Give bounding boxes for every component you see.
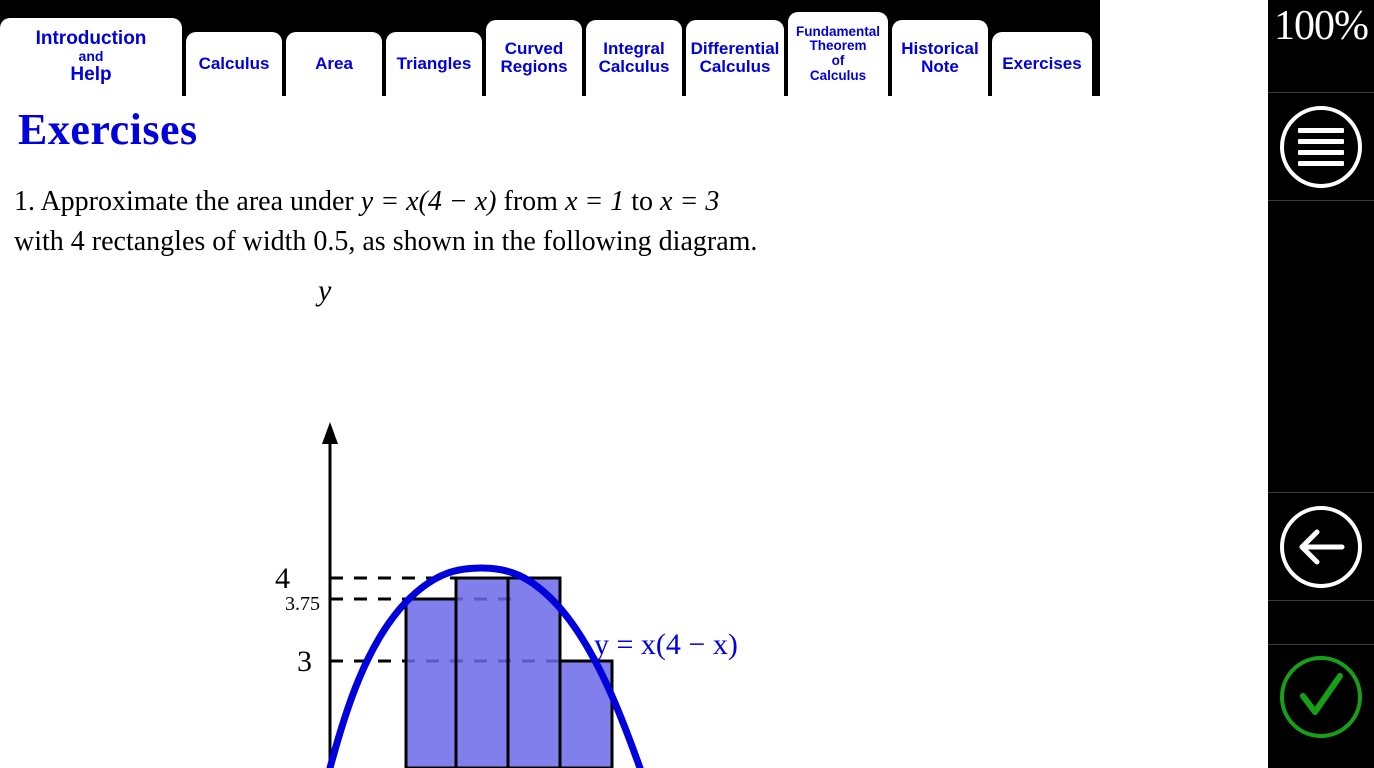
- check-icon: [1284, 660, 1358, 734]
- tab-label-line: Differential: [690, 38, 780, 58]
- menu-icon: [1298, 122, 1344, 172]
- exercise-figure: [0, 272, 1268, 768]
- tab-label-line: Introduction: [35, 27, 147, 49]
- left-arrow-icon: [1284, 510, 1358, 584]
- page-content: [0, 96, 1268, 768]
- menu-button[interactable]: [1280, 106, 1362, 188]
- tab-label-line: Calculus: [699, 57, 771, 76]
- tab-area[interactable]: [286, 32, 382, 96]
- tab-label-line: Calculus: [809, 67, 867, 83]
- tab-label-line: Area: [315, 53, 353, 73]
- tab-label-line: Historical: [901, 38, 979, 58]
- tab-label-line: Exercises: [1002, 53, 1082, 73]
- confirm-button[interactable]: [1280, 656, 1362, 738]
- tab-fundamental-theorem-of-calculus[interactable]: [788, 12, 888, 96]
- curve-label: y = x(4 − x): [594, 628, 738, 661]
- back-button[interactable]: [1280, 506, 1362, 588]
- zoom-level-label: 100%: [1274, 3, 1368, 49]
- tab-integral-calculus[interactable]: [586, 20, 682, 96]
- tab-label-line: Regions: [500, 57, 568, 76]
- tab-exercises[interactable]: [992, 32, 1092, 96]
- exercise-line-2: with 4 rectangles of width 0.5, as shown in the following diagram.: [14, 226, 758, 257]
- exercise-line-1-from: x = 1: [564, 186, 625, 217]
- exercise-line-1-to: x = 3: [660, 186, 720, 217]
- exercise-line-1-function: y = x(4 − x): [360, 186, 497, 217]
- y-axis-label: y: [318, 274, 332, 307]
- tick-label-3-75: 3.75: [285, 593, 320, 615]
- exercise-line-1-mid: from: [496, 186, 565, 217]
- strip-divider: [1268, 92, 1374, 93]
- tab-label-line: Triangles: [396, 53, 472, 73]
- tab-label-line: Help: [70, 63, 112, 85]
- tab-label-line: Fundamental: [795, 23, 880, 39]
- tab-label-line: Integral: [603, 38, 665, 58]
- tab-label-line: Theorem: [809, 38, 867, 54]
- tick-label-4: 4: [275, 562, 290, 595]
- tab-differential-calculus[interactable]: [686, 20, 784, 96]
- exercise-line-1-prefix: 1. Approximate the area under: [14, 186, 361, 217]
- tab-label-line: Note: [921, 57, 959, 76]
- strip-divider: [1268, 492, 1374, 493]
- riemann-rectangles: [406, 578, 612, 768]
- strip-divider: [1268, 200, 1374, 201]
- tab-curved-regions[interactable]: [486, 20, 582, 96]
- tab-label-line: of: [831, 53, 845, 68]
- exercise-line-1: [14, 186, 719, 218]
- tab-historical-note[interactable]: [892, 20, 988, 96]
- tab-triangles[interactable]: [386, 32, 482, 96]
- page-title: Exercises: [18, 105, 198, 154]
- tab-label-line: Calculus: [598, 57, 670, 76]
- tick-label-3: 3: [297, 645, 312, 678]
- exercise-line-1-to-word: to: [624, 186, 661, 217]
- tab-label-line: Curved: [504, 38, 564, 58]
- tab-calculus[interactable]: [186, 32, 282, 96]
- strip-divider: [1268, 600, 1374, 601]
- tab-bar: [0, 0, 1100, 96]
- right-control-strip: [1268, 0, 1374, 768]
- tab-introduction-and-help[interactable]: [0, 18, 182, 96]
- tab-label-line: and: [78, 48, 104, 65]
- tab-label-line: Calculus: [198, 53, 270, 73]
- strip-divider: [1268, 644, 1374, 645]
- y-axis: [322, 422, 338, 768]
